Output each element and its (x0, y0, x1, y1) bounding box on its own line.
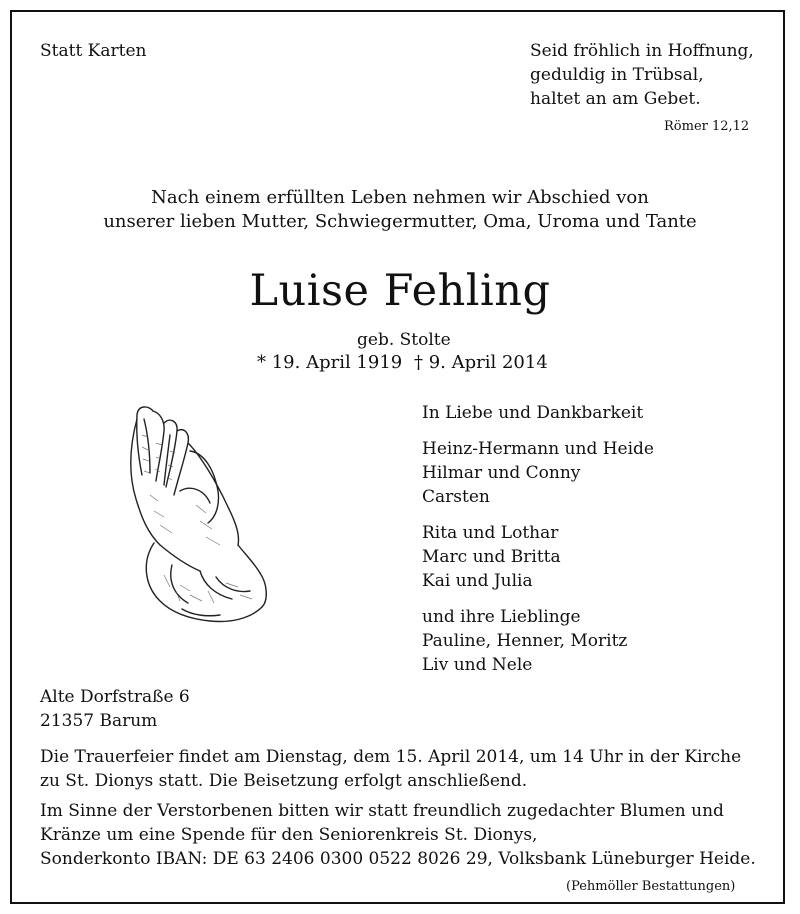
donation-line-3: Sonderkonto IBAN: DE 63 2406 0300 0522 8026 29, Volksbank Lüneburger Heide. (40, 849, 756, 869)
mourners-opening: In Liebe und Dankbarkeit (422, 403, 644, 423)
verse-line-2: geduldig in Trübsal, (530, 65, 704, 85)
mourner-line: Carsten (422, 487, 490, 507)
address-street: Alte Dorfstraße 6 (40, 687, 190, 707)
intro-line-1: Nach einem erfüllten Leben nehmen wir Abschied von (151, 187, 649, 208)
mourner-line: Hilmar und Conny (422, 463, 581, 483)
undertaker: (Pehmöller Bestattungen) (566, 879, 736, 894)
mourner-line: und ihre Lieblinge (422, 607, 581, 627)
mourner-line: Heinz-Hermann und Heide (422, 439, 654, 459)
statt-karten: Statt Karten (40, 41, 147, 61)
verse-line-3: haltet an am Gebet. (530, 89, 701, 109)
mourner-line: Marc und Britta (422, 547, 561, 567)
donation-line-2: Kränze um eine Spende für den Seniorenkreis St. Dionys, (40, 825, 538, 845)
birth-date: * 19. April 1919 (257, 352, 403, 373)
mourner-line: Pauline, Henner, Moritz (422, 631, 628, 651)
deceased-name: Luise Fehling (249, 266, 551, 316)
death-date: † 9. April 2014 (414, 352, 548, 373)
praying-hands-icon (120, 395, 270, 631)
funeral-line-1: Die Trauerfeier findet am Dienstag, dem 15. April 2014, um 14 Uhr in der Kirche (40, 747, 742, 767)
funeral-line-2: zu St. Dionys statt. Die Beisetzung erfolgt anschließend. (40, 771, 528, 791)
mourner-line: Kai und Julia (422, 571, 533, 591)
mourner-line: Liv und Nele (422, 655, 533, 675)
donation-line-1: Im Sinne der Verstorbenen bitten wir statt freundlich zugedachter Blumen und (40, 801, 724, 821)
maiden-name: geb. Stolte (357, 330, 451, 350)
verse-source: Römer 12,12 (664, 119, 750, 134)
mourner-line: Rita und Lothar (422, 523, 559, 543)
intro-line-2: unserer lieben Mutter, Schwiegermutter, Oma, Uroma und Tante (103, 211, 697, 232)
address-city: 21357 Barum (40, 711, 158, 731)
verse-line-1: Seid fröhlich in Hoffnung, (530, 41, 754, 61)
